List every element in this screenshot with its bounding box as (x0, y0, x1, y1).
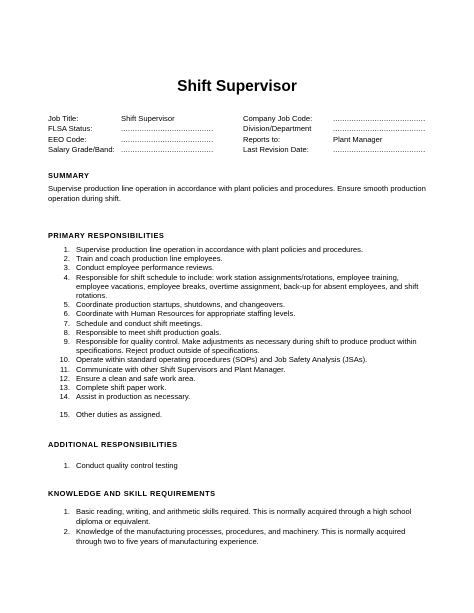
field-value: ........................................ (121, 134, 214, 144)
item-number: 2. (63, 527, 70, 536)
item-number: 1. (63, 507, 70, 516)
list-item (48, 263, 428, 272)
field-label: Company Job Code: (243, 114, 313, 123)
field-value: ........................................ (333, 144, 426, 154)
page-title: Shift Supervisor (177, 78, 297, 95)
item-text: Ensure a clean and safe work area. (76, 373, 196, 383)
list-item (48, 319, 428, 328)
list-item (48, 410, 428, 419)
list-item (48, 273, 428, 301)
item-text: Other duties as assigned. (76, 410, 163, 420)
field-label: EEO Code: (48, 134, 87, 144)
eeo-code-row (48, 135, 213, 145)
job-title-row (48, 114, 213, 124)
list-item (48, 374, 428, 383)
summary-heading: SUMMARY (48, 171, 90, 180)
knowledge-skill-heading: KNOWLEDGE AND SKILL REQUIREMENTS (48, 489, 216, 498)
item-number: 7. (63, 318, 70, 328)
item-text: Responsible for quality control. Make adjustments as necessary during shift to produce product within specifications. Reject product outside of specifications. (76, 337, 417, 356)
item-text: Communicate with other Shift Supervisors and Plant Manager. (76, 364, 286, 374)
item-number: 5. (63, 300, 70, 310)
item-text: Responsible to meet shift production goals. (76, 327, 222, 337)
last-revision-date-row (243, 145, 425, 155)
field-value: Shift Supervisor (121, 114, 175, 123)
item-text: Responsible for shift schedule to include: work station assignments/rotations, employee training, employee vacations, employee breaks, overtime assignment, back-up for absent employees, and shift rotations. (76, 272, 419, 301)
list-item (48, 328, 428, 337)
field-value: ........................................ (121, 124, 214, 134)
field-value: ........................................ (333, 124, 426, 134)
job-info-right (243, 114, 425, 155)
job-info-left (48, 114, 213, 155)
item-text: Schedule and conduct shift meetings. (76, 318, 203, 328)
item-text: Assist in production as necessary. (76, 392, 191, 402)
list-item (48, 461, 428, 470)
field-value: Plant Manager (333, 134, 383, 144)
field-label: Reports to: (243, 134, 281, 144)
field-label: Salary Grade/Band: (48, 144, 115, 154)
primary-responsibilities-heading: PRIMARY RESPONSIBILITIES (48, 231, 165, 240)
field-label: FLSA Status: (48, 124, 93, 134)
reports-to-row (243, 135, 425, 145)
list-item (48, 337, 428, 355)
item-number: 14. (59, 392, 70, 402)
list-item (48, 392, 428, 401)
item-number: 10. (59, 355, 70, 365)
item-number: 1. (63, 461, 70, 470)
item-number: 12. (59, 373, 70, 383)
list-item (48, 300, 428, 309)
list-item (48, 383, 428, 392)
item-number: 15. (59, 410, 70, 420)
flsa-status-row (48, 124, 213, 134)
item-number: 3. (63, 263, 70, 273)
knowledge-skill-list (48, 507, 428, 547)
field-label: Job Title: (48, 114, 79, 123)
list-item (48, 245, 428, 254)
item-text: Coordinate with Human Resources for appropriate staffing levels. (76, 309, 296, 319)
list-item (48, 309, 428, 318)
item-text: Basic reading, writing, and arithmetic skills required. This is normally acquired through a high school diploma or equivalent. (76, 507, 412, 526)
field-label: Last Revision Date: (243, 144, 309, 154)
field-value: ........................................ (121, 144, 214, 154)
field-label: Division/Department (243, 124, 312, 134)
item-text: Knowledge of the manufacturing processes, procedures, and machinery. This is normally acquired through two to five years of manufacturing experience. (76, 527, 406, 546)
list-item (48, 254, 428, 263)
item-number: 13. (59, 383, 70, 393)
item-text: Complete shift paper work. (76, 383, 167, 393)
company-job-code-row (243, 114, 425, 124)
item-number: 6. (63, 309, 70, 319)
additional-responsibilities-heading: ADDITIONAL RESPONSIBILITIES (48, 440, 178, 449)
field-value: ........................................ (333, 114, 426, 123)
item-number: 1. (63, 245, 70, 254)
item-text: Operate within standard operating procedures (SOPs) and Job Safety Analysis (JSAs). (76, 355, 368, 365)
item-number: 9. (63, 337, 70, 347)
list-item (48, 365, 428, 374)
additional-responsibilities-list (48, 461, 428, 470)
list-item (48, 527, 428, 547)
item-text: Supervise production line operation in accordance with plant policies and procedures. (76, 245, 364, 254)
item-text: Coordinate production startups, shutdowns, and changeovers. (76, 300, 285, 310)
item-text: Conduct employee performance reviews. (76, 263, 215, 273)
item-number: 4. (63, 272, 70, 282)
summary-text: Supervise production line operation in accordance with plant policies and procedures. Ensure smooth production operation during shift. (48, 184, 426, 204)
list-item (48, 507, 428, 527)
list-item (48, 355, 428, 364)
item-text: Train and coach production line employees. (76, 254, 223, 264)
division-department-row (243, 124, 425, 134)
item-number: 11. (60, 364, 70, 374)
item-number: 8. (63, 327, 70, 337)
primary-responsibilities-list (48, 245, 428, 420)
item-number: 2. (63, 254, 70, 264)
item-text: Conduct quality control testing (76, 461, 178, 470)
salary-grade-row (48, 145, 213, 155)
